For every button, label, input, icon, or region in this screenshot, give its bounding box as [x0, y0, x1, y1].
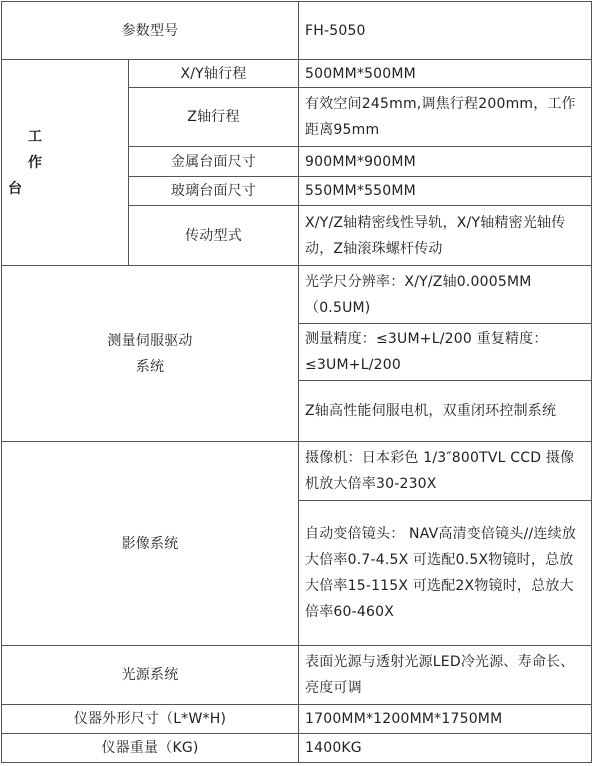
- header-row: [2, 2, 592, 60]
- table-row: [2, 266, 592, 324]
- servo-group-label: [2, 266, 299, 442]
- dimensions-value: 1700MM*1200MM*1750MM: [299, 705, 592, 734]
- row-value: 550MM*550MM: [299, 177, 592, 206]
- servo-item: 光学尺分辨率：X/Y/Z轴0.0005MM（0.5UM): [299, 266, 592, 324]
- worktable-label-line2: 台: [8, 180, 23, 197]
- table-row: [2, 646, 592, 705]
- weight-label: 仪器重量（KG): [2, 734, 299, 763]
- imaging-item: 摄像机：日本彩色 1/3″800TVL CCD 摄像机放大倍率30-230X: [299, 442, 592, 501]
- table-row: [2, 734, 592, 763]
- light-label: 光源系统: [2, 646, 299, 705]
- row-label: 玻璃台面尺寸: [129, 177, 299, 206]
- imaging-group-label: 影像系统: [2, 442, 299, 646]
- table-row: [2, 705, 592, 734]
- row-value: 900MM*900MM: [299, 147, 592, 177]
- spec-table: [1, 1, 592, 763]
- row-label: X/Y轴行程: [129, 60, 299, 88]
- worktable-label-line1: 工作: [28, 128, 78, 171]
- row-label: 传动型式: [129, 206, 299, 266]
- weight-value: 1400KG: [299, 734, 592, 763]
- imaging-item: 自动变倍镜头： NAV高清变倍镜头//连续放大倍率0.7-4.5X 可选配0.5X物镜时，总放大倍率15-115X 可选配2X物镜时，总放大倍率60-460X: [299, 501, 592, 646]
- row-value: 有效空间245mm,调焦行程200mm，工作距离95mm: [299, 88, 592, 147]
- servo-item: Z轴高性能伺服电机，双重闭环控制系统: [299, 381, 592, 442]
- servo-label-line2: 系统: [135, 358, 165, 375]
- row-label: Z轴行程: [129, 88, 299, 147]
- light-value: 表面光源与透射光源LED冷光源、寿命长、亮度可调: [299, 646, 592, 705]
- row-label: 金属台面尺寸: [129, 147, 299, 177]
- param-model-label: 参数型号: [2, 2, 299, 60]
- table-row: [2, 442, 592, 501]
- table-row: [2, 60, 592, 88]
- row-value: X/Y/Z轴精密线性导轨，X/Y轴精密光轴传动，Z轴滚珠螺杆传动: [299, 206, 592, 266]
- worktable-group-label: [2, 60, 129, 266]
- model-number: FH-5050: [299, 2, 592, 60]
- dimensions-label: 仪器外形尺寸（L*W*H): [2, 705, 299, 734]
- row-value: 500MM*500MM: [299, 60, 592, 88]
- servo-item: 测量精度：≤3UM+L/200 重复精度：≤3UM+L/200: [299, 324, 592, 381]
- servo-label-line1: 测量伺服驱动: [107, 332, 193, 349]
